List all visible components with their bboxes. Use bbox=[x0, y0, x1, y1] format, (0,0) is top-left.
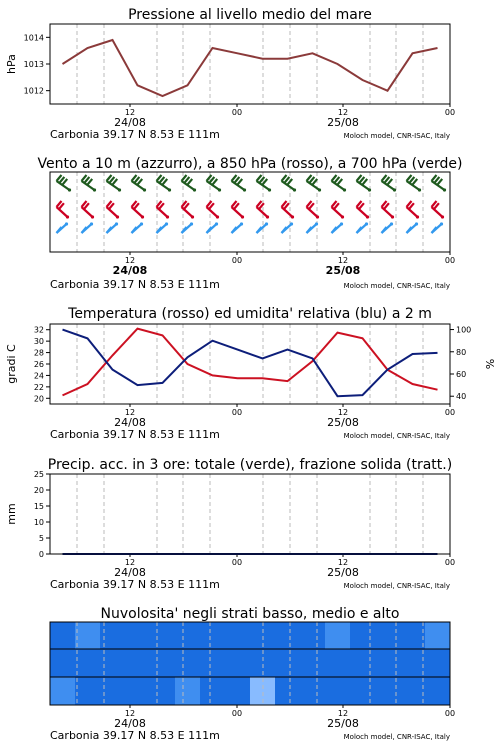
wind-barb-head bbox=[418, 188, 421, 191]
wind-barb-head bbox=[165, 222, 168, 225]
cloud-cell bbox=[75, 649, 101, 677]
y-tick-label: 10 bbox=[33, 518, 44, 527]
y-tick-label: 20 bbox=[33, 394, 44, 404]
y-tick-label: 22 bbox=[33, 382, 44, 392]
date-label: 24/08 bbox=[114, 717, 146, 730]
wind-barb-head bbox=[341, 215, 344, 218]
cloud-cell bbox=[225, 649, 251, 677]
model-credit: Moloch model, CNR-ISAC, Italy bbox=[343, 733, 450, 741]
model-credit: Moloch model, CNR-ISAC, Italy bbox=[343, 432, 450, 440]
cloud-cell bbox=[225, 622, 251, 649]
precip-title: Precip. acc. in 3 ore: totale (verde), frazione solida (tratt.) bbox=[47, 457, 453, 473]
wind-barb-head bbox=[340, 222, 343, 225]
wind-barb-head bbox=[168, 188, 171, 191]
cloud-cell bbox=[175, 649, 201, 677]
cloud-cell bbox=[375, 677, 401, 705]
location-label: Carbonia 39.17 N 8.53 E 111m bbox=[50, 729, 220, 742]
pressure-line bbox=[63, 40, 438, 96]
cloud-footer bbox=[50, 729, 450, 742]
date-label: 25/08 bbox=[327, 416, 359, 429]
cloud-cell bbox=[400, 649, 426, 677]
wind-barb-head bbox=[343, 188, 346, 191]
cloud-cell bbox=[125, 649, 151, 677]
x-tick-label: 00 bbox=[231, 256, 243, 265]
y-tick-label: 26 bbox=[33, 360, 44, 369]
y-tick-label: 60 bbox=[456, 370, 467, 379]
wind-barb-head bbox=[440, 222, 443, 225]
x-tick-label: 00 bbox=[231, 558, 243, 567]
cloud-cell bbox=[200, 677, 226, 705]
wind-barb-head bbox=[290, 222, 293, 225]
pressure-grid bbox=[77, 24, 423, 104]
x-tick-label: 12 bbox=[337, 558, 349, 567]
cloud-xticks bbox=[114, 705, 455, 730]
x-tick-label: 12 bbox=[337, 256, 349, 265]
cloud-cell bbox=[50, 649, 76, 677]
wind-barb-head bbox=[316, 215, 319, 218]
x-tick-label: 00 bbox=[444, 108, 456, 117]
cloud-cell bbox=[350, 622, 376, 649]
precip-grid bbox=[77, 474, 423, 554]
cloud-cell bbox=[325, 649, 351, 677]
wind-barb-head bbox=[90, 222, 93, 225]
temp-yticks bbox=[34, 326, 50, 404]
x-tick-label: 00 bbox=[231, 408, 243, 417]
x-tick-label: 00 bbox=[444, 709, 456, 718]
cloud-cell bbox=[125, 677, 151, 705]
cloud-panel bbox=[50, 606, 455, 742]
pressure-xticks bbox=[114, 104, 455, 129]
x-tick-label: 00 bbox=[231, 108, 243, 117]
location-label: Carbonia 39.17 N 8.53 E 111m bbox=[50, 278, 220, 291]
date-label: 25/08 bbox=[327, 566, 359, 579]
humidity-ylabel: % bbox=[483, 358, 496, 370]
precip-xticks bbox=[114, 554, 455, 579]
wind-barb-head bbox=[141, 215, 144, 218]
precip-panel bbox=[5, 457, 455, 591]
y-tick-label: 1012 bbox=[23, 86, 44, 96]
y-tick-label: 100 bbox=[456, 325, 472, 335]
wind-barb-head bbox=[143, 188, 146, 191]
wind-barb-head bbox=[391, 215, 394, 218]
model-credit: Moloch model, CNR-ISAC, Italy bbox=[343, 582, 450, 590]
wind-barb-head bbox=[91, 215, 94, 218]
cloud-cell bbox=[200, 649, 226, 677]
y-tick-label: 25 bbox=[33, 470, 44, 479]
wind-barbs bbox=[57, 175, 447, 233]
wind-barb-head bbox=[268, 188, 271, 191]
precip-yticks bbox=[34, 470, 50, 559]
date-label: 25/08 bbox=[325, 264, 361, 277]
cloud-cell bbox=[300, 649, 326, 677]
x-tick-label: 12 bbox=[337, 709, 349, 718]
date-label: 24/08 bbox=[114, 116, 146, 129]
x-tick-label: 12 bbox=[124, 558, 136, 567]
cloud-cell bbox=[75, 677, 101, 705]
cloud-cell bbox=[275, 622, 301, 649]
pressure-footer bbox=[50, 128, 450, 141]
y-tick-label: 5 bbox=[38, 534, 44, 543]
wind-barb-head bbox=[365, 222, 368, 225]
y-tick-label: 1014 bbox=[23, 33, 44, 43]
cloud-cell bbox=[175, 622, 201, 649]
y-tick-label: 1013 bbox=[23, 60, 44, 69]
wind-grid bbox=[77, 172, 423, 252]
x-tick-label: 12 bbox=[124, 709, 136, 718]
wind-barb-head bbox=[65, 222, 68, 225]
pressure-panel bbox=[5, 7, 455, 141]
y-tick-label: 32 bbox=[33, 325, 44, 335]
wind-barb-head bbox=[415, 222, 418, 225]
cloud-cell bbox=[275, 649, 301, 677]
wind-title: Vento a 10 m (azzurro), a 850 hPa (rosso), a 700 hPa (verde) bbox=[37, 156, 463, 172]
y-tick-label: 80 bbox=[456, 347, 467, 357]
cloud-cell bbox=[325, 622, 351, 649]
wind-barb-head bbox=[116, 215, 119, 218]
wind-barb-head bbox=[118, 188, 121, 191]
cloud-cell bbox=[150, 622, 176, 649]
x-tick-label: 12 bbox=[337, 108, 349, 117]
cloud-cell bbox=[350, 649, 376, 677]
precip-frame bbox=[50, 474, 450, 554]
temp-xticks bbox=[114, 404, 455, 429]
x-tick-label: 00 bbox=[444, 558, 456, 567]
humidity-yticks bbox=[450, 326, 471, 402]
cloud-cell bbox=[425, 649, 451, 677]
y-tick-label: 28 bbox=[33, 348, 44, 358]
x-tick-label: 00 bbox=[231, 709, 243, 718]
y-tick-label: 40 bbox=[456, 392, 467, 402]
wind-footer bbox=[50, 278, 450, 291]
wind-barb-head bbox=[240, 222, 243, 225]
y-tick-label: 15 bbox=[33, 502, 44, 511]
x-tick-label: 12 bbox=[337, 408, 349, 417]
cloud-cell bbox=[75, 622, 101, 649]
wind-barb-head bbox=[216, 215, 219, 218]
cloud-cell bbox=[425, 677, 451, 705]
wind-barb-head bbox=[68, 188, 71, 191]
wind-barb-head bbox=[66, 215, 69, 218]
x-tick-label: 12 bbox=[124, 256, 136, 265]
cloud-cell bbox=[150, 677, 176, 705]
model-credit: Moloch model, CNR-ISAC, Italy bbox=[343, 132, 450, 140]
cloud-cell bbox=[150, 649, 176, 677]
model-credit: Moloch model, CNR-ISAC, Italy bbox=[343, 282, 450, 290]
cloud-cell bbox=[300, 677, 326, 705]
pressure-ylabel: hPa bbox=[5, 54, 18, 74]
cloud-cell bbox=[200, 622, 226, 649]
x-tick-label: 12 bbox=[124, 108, 136, 117]
wind-barb-head bbox=[218, 188, 221, 191]
precip-footer bbox=[50, 578, 450, 591]
x-tick-label: 00 bbox=[444, 408, 456, 417]
wind-barb-head bbox=[443, 188, 446, 191]
wind-panel bbox=[37, 156, 462, 291]
y-tick-label: 0 bbox=[38, 550, 44, 559]
date-label: 24/08 bbox=[114, 416, 146, 429]
wind-barb-head bbox=[166, 215, 169, 218]
pressure-title: Pressione al livello medio del mare bbox=[128, 7, 372, 23]
cloud-cell bbox=[50, 677, 76, 705]
wind-barb-head bbox=[368, 188, 371, 191]
temp-ylabel: gradi C bbox=[5, 344, 18, 384]
cloud-cell bbox=[125, 622, 151, 649]
cloud-cells bbox=[50, 622, 451, 705]
wind-barb-head bbox=[393, 188, 396, 191]
location-label: Carbonia 39.17 N 8.53 E 111m bbox=[50, 578, 220, 591]
cloud-cell bbox=[275, 677, 301, 705]
cloud-cell bbox=[400, 677, 426, 705]
wind-xticks bbox=[113, 252, 455, 277]
y-tick-label: 30 bbox=[33, 337, 44, 347]
precip-ylabel: mm bbox=[5, 503, 18, 525]
x-tick-label: 12 bbox=[124, 408, 136, 417]
temp-footer bbox=[50, 428, 450, 441]
wind-barb-head bbox=[93, 188, 96, 191]
y-tick-label: 20 bbox=[33, 486, 44, 495]
wind-barb-head bbox=[318, 188, 321, 191]
cloud-title: Nuvolosita' negli strati basso, medio e alto bbox=[100, 606, 400, 622]
wind-barb-head bbox=[140, 222, 143, 225]
cloud-cell bbox=[425, 622, 451, 649]
date-label: 25/08 bbox=[327, 116, 359, 129]
temp-frame bbox=[50, 324, 450, 404]
wind-barb-head bbox=[115, 222, 118, 225]
cloud-cell bbox=[175, 677, 201, 705]
location-label: Carbonia 39.17 N 8.53 E 111m bbox=[50, 428, 220, 441]
temp-humidity-title: Temperatura (rosso) ed umidita' relativa (blu) a 2 m bbox=[68, 306, 432, 322]
wind-barb-head bbox=[241, 215, 244, 218]
wind-barb-head bbox=[215, 222, 218, 225]
y-tick-label: 24 bbox=[33, 371, 44, 381]
cloud-cell bbox=[375, 649, 401, 677]
wind-barb-head bbox=[366, 215, 369, 218]
cloud-cell bbox=[300, 622, 326, 649]
date-label: 25/08 bbox=[327, 717, 359, 730]
wind-barb-head bbox=[416, 215, 419, 218]
pressure-yticks bbox=[24, 33, 50, 95]
wind-barb-head bbox=[193, 188, 196, 191]
cloud-cell bbox=[375, 622, 401, 649]
wind-barb-head bbox=[293, 188, 296, 191]
date-label: 24/08 bbox=[114, 566, 146, 579]
cloud-cell bbox=[350, 677, 376, 705]
temperature-line bbox=[63, 329, 438, 396]
date-label: 24/08 bbox=[112, 264, 148, 277]
cloud-cell bbox=[50, 622, 76, 649]
cloud-cell bbox=[325, 677, 351, 705]
wind-barb-head bbox=[390, 222, 393, 225]
cloud-cell bbox=[400, 622, 426, 649]
temp-grid bbox=[77, 324, 423, 404]
cloud-cell bbox=[225, 677, 251, 705]
wind-barb-head bbox=[315, 222, 318, 225]
wind-barb-head bbox=[190, 222, 193, 225]
wind-barb-head bbox=[191, 215, 194, 218]
x-tick-label: 00 bbox=[444, 256, 456, 265]
wind-barb-head bbox=[266, 215, 269, 218]
wind-barb-head bbox=[243, 188, 246, 191]
location-label: Carbonia 39.17 N 8.53 E 111m bbox=[50, 128, 220, 141]
temp-humidity-panel bbox=[5, 306, 496, 441]
wind-barb-head bbox=[291, 215, 294, 218]
wind-barb-head bbox=[441, 215, 444, 218]
pressure-frame bbox=[50, 24, 450, 104]
wind-barb-head bbox=[265, 222, 268, 225]
